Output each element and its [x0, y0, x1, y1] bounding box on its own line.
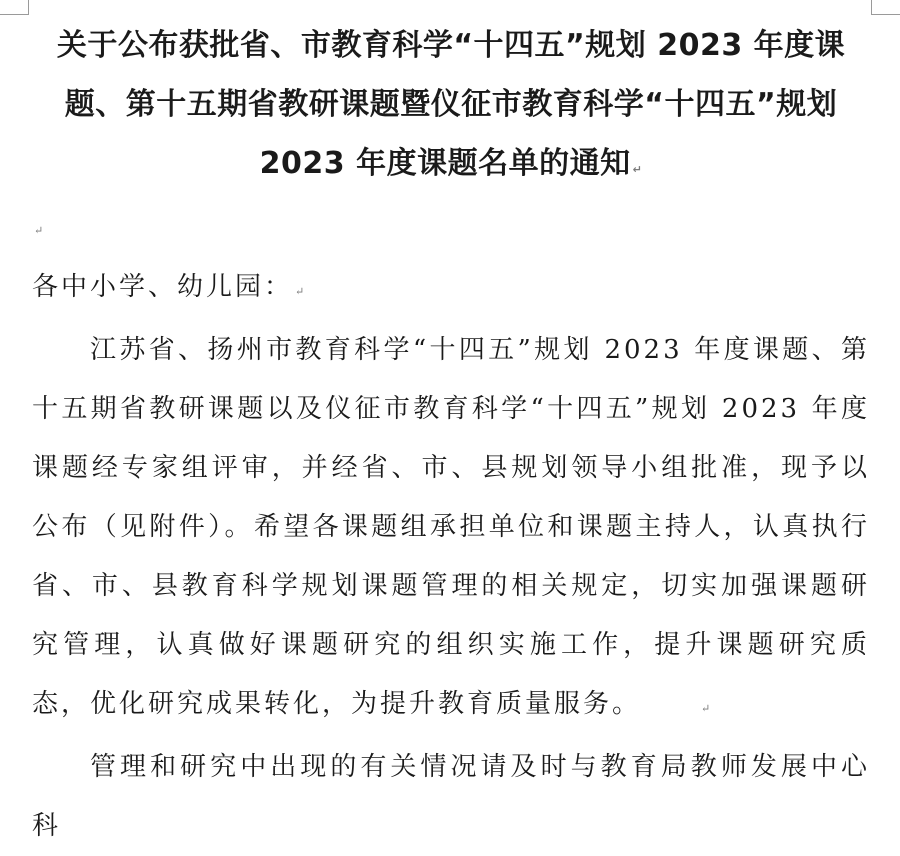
- page-corner-mark-left: [0, 0, 29, 15]
- greeting: [32, 258, 870, 321]
- title-text: 关于公布获批省、市教育科学“十四五”规划 2023 年度课题、第十五期省教研课题暨仪征市教育科学“十四五”规划 2023 年度课题名单的通知: [56, 28, 846, 181]
- document-page: [32, 16, 870, 856]
- page-corner-mark-right: [871, 0, 900, 15]
- paragraph-text: 管理和研究中出现的有关情况请及时与教育局教师发展中心科: [32, 752, 870, 841]
- paragraph-mark-icon: ↵: [632, 163, 643, 176]
- body-paragraph: [32, 738, 870, 856]
- document-title: [32, 16, 870, 199]
- paragraph-mark-icon: ↵: [701, 702, 714, 715]
- paragraph-mark-icon: ↵: [34, 224, 44, 237]
- paragraph-mark-icon: ↵: [295, 285, 308, 298]
- paragraph-text: 江苏省、扬州市教育科学“十四五”规划 2023 年度课题、第十五期省教研课题以及仪征市教育科学“十四五”规划 2023 年度课题经专家组评审，并经省、市、县规划领导小组批准，现予以公布（见附件）。希望各课题组承担单位和课题主持人，认真执行省、市、县教育科学规划课题管理的相关规定，切实加强课题研究管理，认真做好课题研究的组织实施工作，提升课题研究质态，优化研究成果转化，为提升教育质量服务。: [32, 335, 870, 719]
- greeting-text: 各中小学、幼儿园：: [32, 272, 294, 302]
- body-paragraph: [32, 321, 870, 738]
- empty-paragraph: [32, 199, 870, 258]
